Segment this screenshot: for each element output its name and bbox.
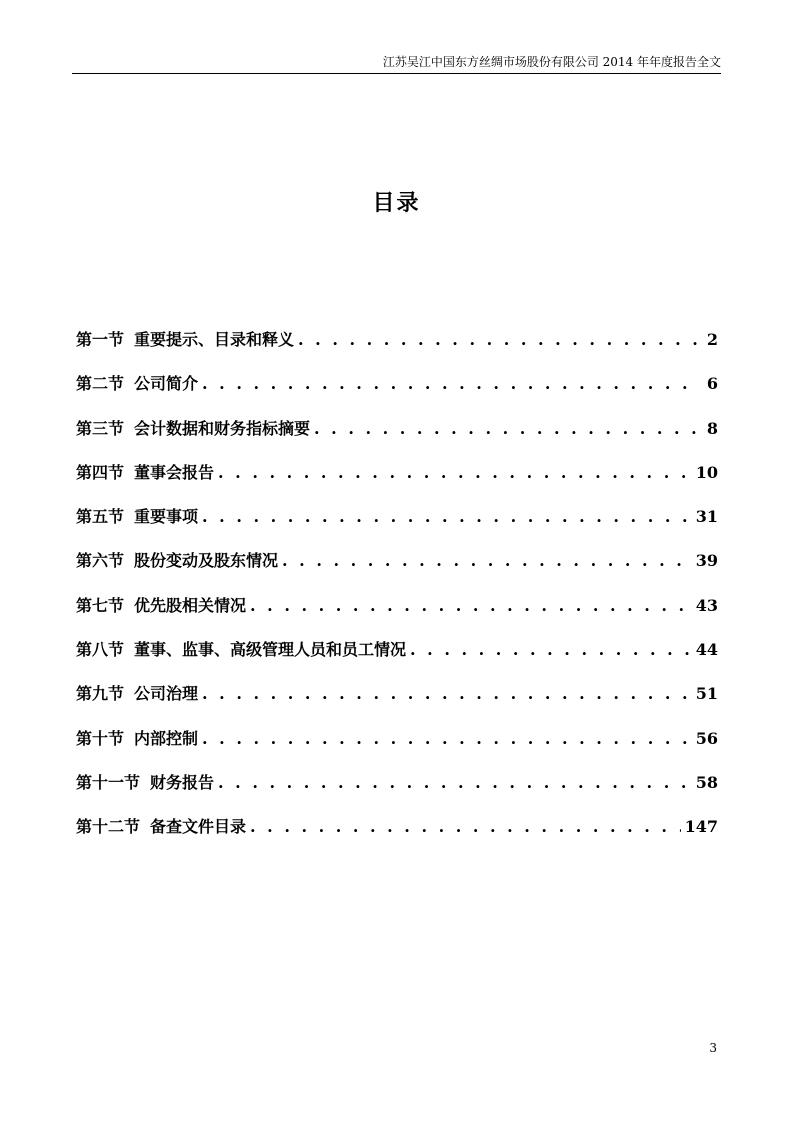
dot-leader <box>218 768 692 798</box>
toc-entry[interactable] <box>76 325 718 369</box>
toc-entry-title: 公司简介 <box>134 374 199 394</box>
dot-leader <box>202 502 692 532</box>
toc-page-number: 10 <box>695 462 718 482</box>
toc-entry[interactable] <box>76 679 718 723</box>
page-number: 3 <box>709 1041 717 1055</box>
toc-entry[interactable] <box>76 458 718 502</box>
toc-entry-title: 重要事项 <box>134 507 199 527</box>
toc-page-number: 39 <box>695 551 718 571</box>
toc-section-label: 第十二节 <box>76 817 141 837</box>
dot-leader <box>218 458 692 488</box>
toc-entry[interactable] <box>76 768 718 812</box>
dot-leader <box>250 812 681 842</box>
dot-leader <box>250 591 692 621</box>
toc-entry[interactable] <box>76 635 718 679</box>
toc-section-label: 第六节 <box>76 551 125 571</box>
toc-entry-title: 备查文件目录 <box>150 817 247 837</box>
toc-entry-title: 优先股相关情况 <box>134 595 247 615</box>
toc-section-label: 第七节 <box>76 595 125 615</box>
toc-section-label: 第二节 <box>76 374 125 394</box>
page-title: 目录 <box>372 190 421 216</box>
toc-section-label: 第五节 <box>76 507 125 527</box>
running-header: 江苏吴江中国东方丝绸市场股份有限公司 2014 年年度报告全文 <box>382 55 721 69</box>
toc-entry-title: 董事会报告 <box>134 462 215 482</box>
toc-page-number: 8 <box>706 418 718 438</box>
toc-entry[interactable] <box>76 414 718 458</box>
toc-section-label: 第十一节 <box>76 772 141 792</box>
dot-leader <box>314 414 700 444</box>
toc-entry-title: 董事、监事、高级管理人员和员工情况 <box>134 640 407 660</box>
toc-section-label: 第九节 <box>76 684 125 704</box>
toc-page-number: 51 <box>695 684 718 704</box>
toc-entry-title: 股份变动及股东情况 <box>134 551 279 571</box>
toc-entry[interactable] <box>76 591 718 635</box>
toc-section-label: 第四节 <box>76 462 125 482</box>
dot-leader <box>298 325 700 355</box>
header-divider <box>72 73 721 74</box>
toc-page-number: 43 <box>695 595 718 615</box>
toc-page-number: 6 <box>706 374 718 394</box>
toc-entry[interactable] <box>76 724 718 768</box>
toc-page-number: 56 <box>695 728 718 748</box>
dot-leader <box>202 369 700 399</box>
toc-entry-title: 财务报告 <box>150 772 215 792</box>
table-of-contents <box>76 325 718 857</box>
toc-section-label: 第三节 <box>76 418 125 438</box>
toc-page-number: 31 <box>695 507 718 527</box>
toc-entry[interactable] <box>76 502 718 546</box>
toc-section-label: 第一节 <box>76 330 125 349</box>
toc-section-label: 第八节 <box>76 640 125 660</box>
toc-entry[interactable] <box>76 546 718 590</box>
toc-page-number: 44 <box>695 640 718 660</box>
toc-entry[interactable] <box>76 369 718 413</box>
toc-section-label: 第十节 <box>76 728 125 748</box>
dot-leader <box>202 679 692 709</box>
toc-entry-title: 公司治理 <box>134 684 199 704</box>
toc-entry-title: 重要提示、目录和释义 <box>134 330 295 349</box>
toc-page-number: 147 <box>684 817 718 837</box>
toc-page-number: 2 <box>706 330 718 349</box>
dot-leader <box>202 724 692 754</box>
toc-page-number: 58 <box>695 772 718 792</box>
dot-leader <box>282 546 692 576</box>
dot-leader <box>410 635 692 665</box>
toc-entry-title: 内部控制 <box>134 728 199 748</box>
toc-entry-title: 会计数据和财务指标摘要 <box>134 418 311 438</box>
toc-entry[interactable] <box>76 812 718 856</box>
